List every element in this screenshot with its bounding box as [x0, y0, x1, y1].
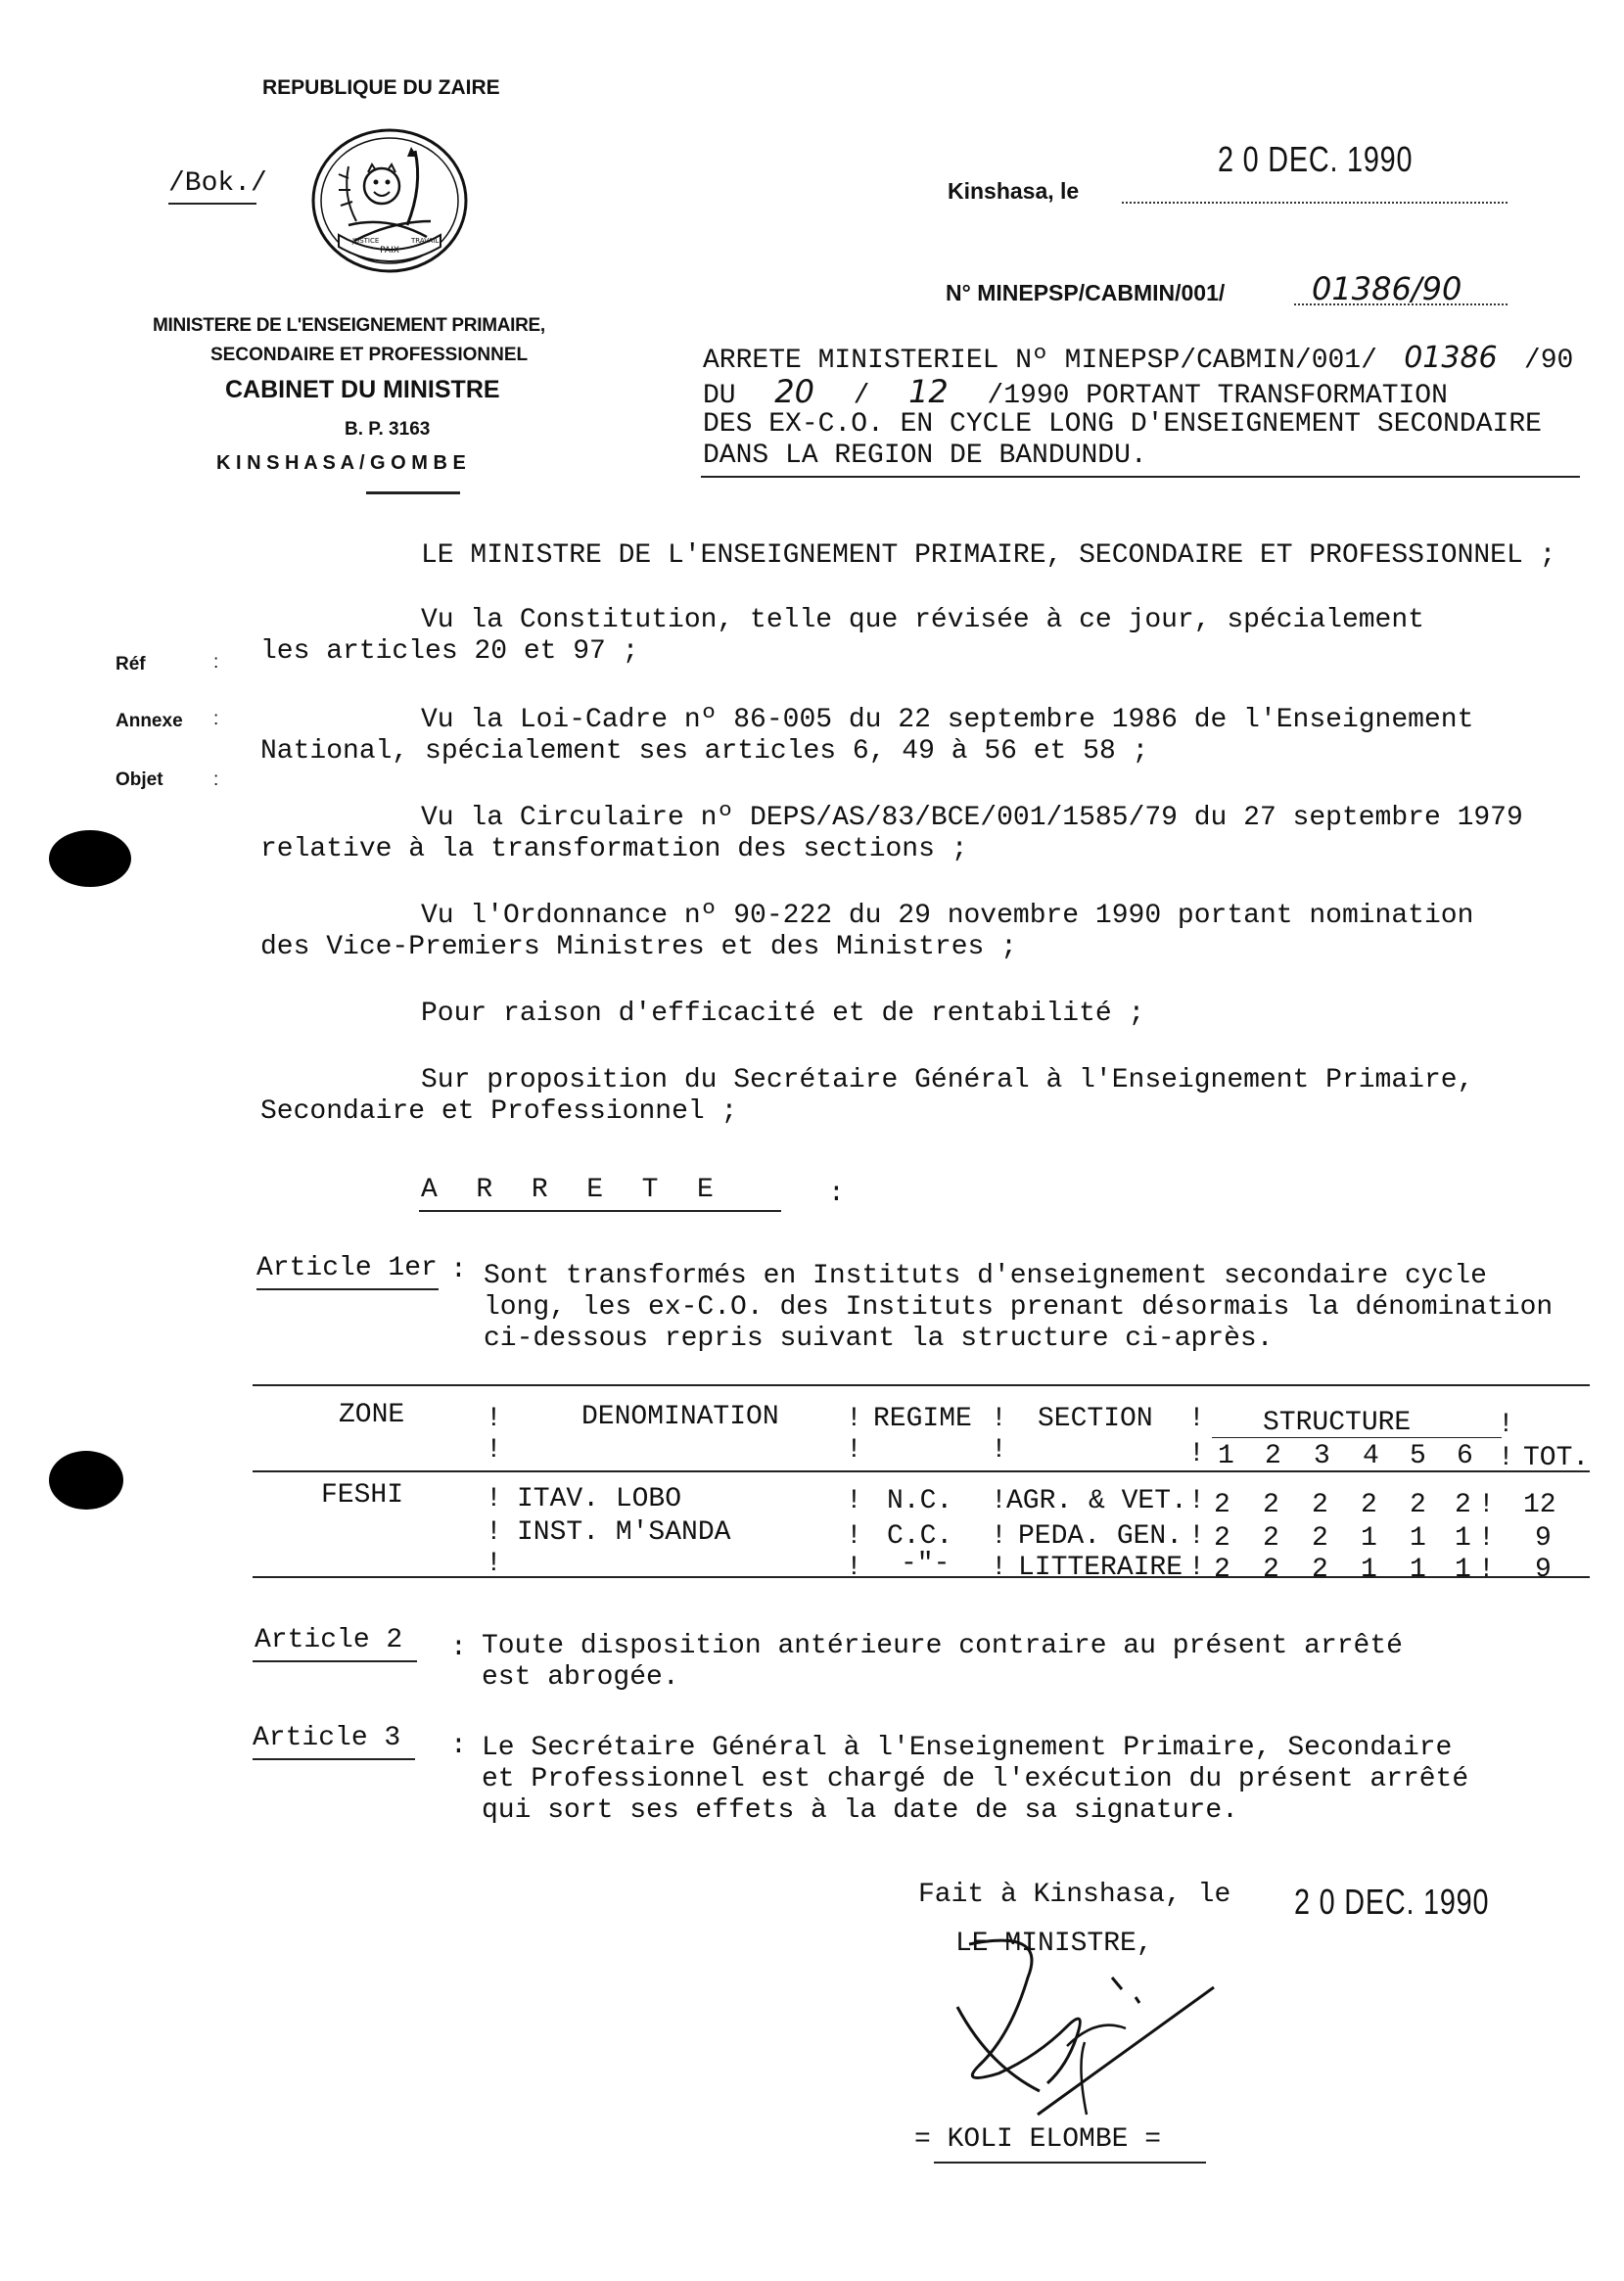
reference-code: /Bok./ [168, 168, 267, 199]
row-2-sep-1: ! [486, 1517, 502, 1548]
article-1-line-3: ci-dessous repris suivant la structure ci-après. [484, 1324, 1274, 1354]
header-sep-4: ! [1188, 1404, 1205, 1434]
dateline-dots [1122, 202, 1508, 204]
article-2-colon: : [450, 1633, 467, 1663]
row-1-year-6: 2 [1455, 1490, 1471, 1520]
row-3-year-4: 1 [1361, 1555, 1377, 1585]
row-2-sep-3: ! [991, 1521, 1007, 1552]
cabinet-heading: CABINET DU MINISTRE [225, 376, 500, 403]
republic-heading: REPUBLIQUE DU ZAIRE [262, 76, 500, 99]
row-2-year-2: 2 [1263, 1523, 1279, 1554]
row-1-year-3: 2 [1312, 1490, 1328, 1520]
preamble-p5: Pour raison d'efficacité et de rentabilité ; [421, 999, 1145, 1029]
header-year-2: 2 [1265, 1441, 1281, 1471]
row-3-section: LITTERAIRE [1018, 1553, 1183, 1583]
structure-header-rule [1212, 1437, 1502, 1438]
row-2-total: 9 [1535, 1523, 1552, 1554]
row-3-year-1: 2 [1214, 1555, 1230, 1585]
header-sep-5: ! [1498, 1410, 1514, 1440]
header-sep-1b: ! [486, 1435, 502, 1466]
row-1-zone: FESHI [321, 1480, 404, 1511]
punch-hole-top-icon [49, 830, 131, 887]
title-hand-month: 12 [908, 373, 949, 410]
preamble-p6-line-2: Secondaire et Professionnel ; [260, 1096, 738, 1127]
row-3-year-6: 1 [1455, 1555, 1471, 1585]
header-sep-1: ! [486, 1404, 502, 1434]
article-3-line-1: Le Secrétaire Général à l'Enseignement Primaire, Secondaire [482, 1733, 1453, 1763]
title-line-2 [703, 373, 1448, 412]
row-2-sep-4: ! [1188, 1521, 1205, 1552]
row-1-sep-5: ! [1478, 1490, 1495, 1520]
row-2-sep-2: ! [846, 1521, 862, 1552]
ministry-line-2: SECONDAIRE ET PROFESSIONNEL [210, 345, 529, 365]
header-year-6: 6 [1457, 1441, 1473, 1471]
ministry-line-1: MINISTERE DE L'ENSEIGNEMENT PRIMAIRE, [153, 315, 545, 336]
seal-motto-left: JUSTICE [352, 237, 380, 245]
header-sep-2b: ! [846, 1435, 862, 1466]
article-3-line-3: qui sort ses effets à la date de sa signature. [482, 1795, 1238, 1826]
city-line: K I N S H A S A / G O M B E [216, 452, 466, 474]
article-3-label: Article 3 [253, 1723, 401, 1753]
row-2-year-5: 1 [1410, 1523, 1426, 1554]
dateline-label: Kinshasa, le [948, 178, 1080, 204]
preamble-p2-line-1: Vu la Loi-Cadre nº 86-005 du 22 septembre 1986 de l'Enseignement [421, 705, 1474, 735]
row-1-sep-1: ! [486, 1484, 502, 1514]
row-3-total: 9 [1535, 1555, 1552, 1585]
header-year-1: 1 [1218, 1441, 1234, 1471]
row-3-sep-3: ! [991, 1553, 1007, 1583]
row-1-year-5: 2 [1410, 1490, 1426, 1520]
header-sep-3b: ! [991, 1435, 1007, 1466]
title-underline [701, 476, 1580, 478]
article-2-line-2: est abrogée. [482, 1662, 679, 1693]
margin-annexe-label: Annexe [116, 711, 183, 731]
article-2-line-1: Toute disposition antérieure contraire au présent arrêté [482, 1631, 1403, 1661]
preamble-p4-line-1: Vu l'Ordonnance nº 90-222 du 29 novembre 1990 portant nomination [421, 901, 1474, 931]
row-2-year-1: 2 [1214, 1523, 1230, 1554]
preamble-p4-line-2: des Vice-Premiers Ministres et des Ministres ; [260, 932, 1017, 962]
article-3-colon: : [450, 1731, 467, 1761]
row-2-year-4: 1 [1361, 1523, 1377, 1554]
margin-objet-colon: : [213, 769, 219, 790]
dateline-stamp-date: 2 0 DEC. 1990 [1218, 139, 1414, 179]
title-line-3: DES EX-C.O. EN CYCLE LONG D'ENSEIGNEMENT SECONDAIRE [703, 409, 1542, 440]
row-3-year-2: 2 [1263, 1555, 1279, 1585]
arrete-colon: : [828, 1179, 845, 1209]
postal-box: B. P. 3163 [345, 419, 431, 440]
row-1-total: 12 [1523, 1490, 1556, 1520]
preamble-p1-line-1: Vu la Constitution, telle que révisée à ce jour, spécialement [421, 605, 1424, 635]
header-section: SECTION [1038, 1404, 1153, 1434]
header-sep-5b: ! [1498, 1443, 1514, 1473]
article-1-underline [256, 1288, 439, 1290]
row-3-sep-5: ! [1478, 1555, 1495, 1585]
row-2-year-3: 2 [1312, 1523, 1328, 1554]
header-year-5: 5 [1410, 1441, 1426, 1471]
row-3-year-3: 2 [1312, 1555, 1328, 1585]
table-header-rule [253, 1470, 1590, 1472]
header-year-3: 3 [1314, 1441, 1330, 1471]
row-1-sep-3: ! [991, 1486, 1007, 1516]
article-2-underline [253, 1660, 417, 1662]
row-1-year-4: 2 [1361, 1490, 1377, 1520]
seal-motto-right: TRAVAIL [411, 237, 440, 245]
row-3-year-5: 1 [1410, 1555, 1426, 1585]
row-3-sep-2: ! [846, 1553, 862, 1583]
closing-fait: Fait à Kinshasa, le [918, 1880, 1231, 1910]
margin-ref-colon: : [213, 652, 219, 673]
preamble-p2-line-2: National, spécialement ses articles 6, 49 à 56 et 58 ; [260, 736, 1149, 767]
header-structure: STRUCTURE [1263, 1408, 1412, 1438]
row-1-year-1: 2 [1214, 1490, 1230, 1520]
article-3-underline [253, 1758, 415, 1760]
preamble-p3-line-2: relative à la transformation des sections ; [260, 834, 968, 864]
row-3-sep-4: ! [1188, 1553, 1205, 1583]
title-hand-number: 01386 [1404, 341, 1498, 375]
row-2-denomination: INST. M'SANDA [517, 1517, 731, 1548]
table-top-rule [253, 1384, 1590, 1386]
closing-minister-title: LE MINISTRE, [955, 1929, 1153, 1959]
seal-motto: PAIX [380, 246, 399, 256]
header-zone: ZONE [339, 1400, 405, 1430]
header-regime: REGIME [873, 1404, 972, 1434]
preamble-p6-line-1: Sur proposition du Secrétaire Général à l'Enseignement Primaire, [421, 1065, 1474, 1095]
row-2-year-6: 1 [1455, 1523, 1471, 1554]
header-sep-4b: ! [1188, 1439, 1205, 1469]
row-1-regime: N.C. [887, 1486, 953, 1516]
minister-name: = KOLI ELOMBE = [914, 2124, 1162, 2155]
closing-stamp-date: 2 0 DEC. 1990 [1294, 1882, 1490, 1922]
punch-hole-bottom-icon [49, 1451, 123, 1510]
arrete-heading: A R R E T E [421, 1175, 716, 1205]
row-2-sep-5: ! [1478, 1523, 1495, 1554]
article-1-line-1: Sont transformés en Instituts d'enseignement secondaire cycle [484, 1261, 1487, 1291]
header-denomination: DENOMINATION [581, 1402, 779, 1432]
margin-annexe-colon: : [213, 709, 219, 729]
row-2-section: PEDA. GEN. [1018, 1521, 1183, 1552]
title-line-2-prefix: DU [703, 381, 736, 411]
row-1-sep-2: ! [846, 1486, 862, 1516]
title-line-1-suffix: /90 [1523, 346, 1574, 376]
document-number-label: N° MINEPSP/CABMIN/001/ [946, 280, 1226, 305]
margin-objet-label: Objet [116, 769, 163, 790]
header-sep-3: ! [991, 1404, 1007, 1434]
row-2-regime: C.C. [887, 1521, 953, 1552]
row-3-sep-1: ! [486, 1549, 502, 1579]
arrete-underline [419, 1210, 781, 1212]
table-bottom-rule [253, 1576, 1590, 1578]
title-line-2-sep: / [853, 381, 870, 411]
article-1-colon: : [450, 1255, 467, 1285]
article-1-line-2: long, les ex-C.O. des Instituts prenant désormais la dénomination [484, 1292, 1554, 1323]
minister-name-underline [934, 2162, 1206, 2164]
reference-underline [168, 203, 256, 205]
document-number-handwritten: 01386/90 [1312, 270, 1462, 307]
header-divider [366, 491, 460, 494]
title-line-2-suffix: /1990 PORTANT TRANSFORMATION [987, 381, 1448, 411]
coat-of-arms-icon [309, 127, 470, 274]
article-2-label: Article 2 [255, 1625, 403, 1655]
preamble-p1-line-2: les articles 20 et 97 ; [260, 636, 639, 667]
margin-ref-label: Réf [116, 654, 146, 675]
title-line-4: DANS LA REGION DE BANDUNDU. [703, 441, 1147, 471]
article-1-label: Article 1er [256, 1253, 438, 1283]
row-1-year-2: 2 [1263, 1490, 1279, 1520]
row-3-regime: -"- [901, 1549, 951, 1579]
article-3-line-2: et Professionnel est chargé de l'exécution du présent arrêté [482, 1764, 1469, 1794]
signature-icon [930, 1919, 1224, 2154]
header-total: TOT. [1523, 1443, 1590, 1473]
row-1-section: AGR. & VET. [1006, 1486, 1187, 1516]
preamble-p3-line-1: Vu la Circulaire nº DEPS/AS/83/BCE/001/1585/79 du 27 septembre 1979 [421, 803, 1523, 833]
header-sep-2: ! [846, 1404, 862, 1434]
row-1-sep-4: ! [1188, 1486, 1205, 1516]
header-year-4: 4 [1363, 1441, 1379, 1471]
title-line-1-prefix: ARRETE MINISTERIEL Nº MINEPSP/CABMIN/001/ [703, 346, 1377, 376]
row-1-denomination: ITAV. LOBO [517, 1484, 682, 1514]
preamble-minister: LE MINISTRE DE L'ENSEIGNEMENT PRIMAIRE, SECONDAIRE ET PROFESSIONNEL ; [421, 540, 1556, 571]
title-line-1 [703, 343, 1573, 377]
title-hand-day: 20 [774, 373, 814, 410]
